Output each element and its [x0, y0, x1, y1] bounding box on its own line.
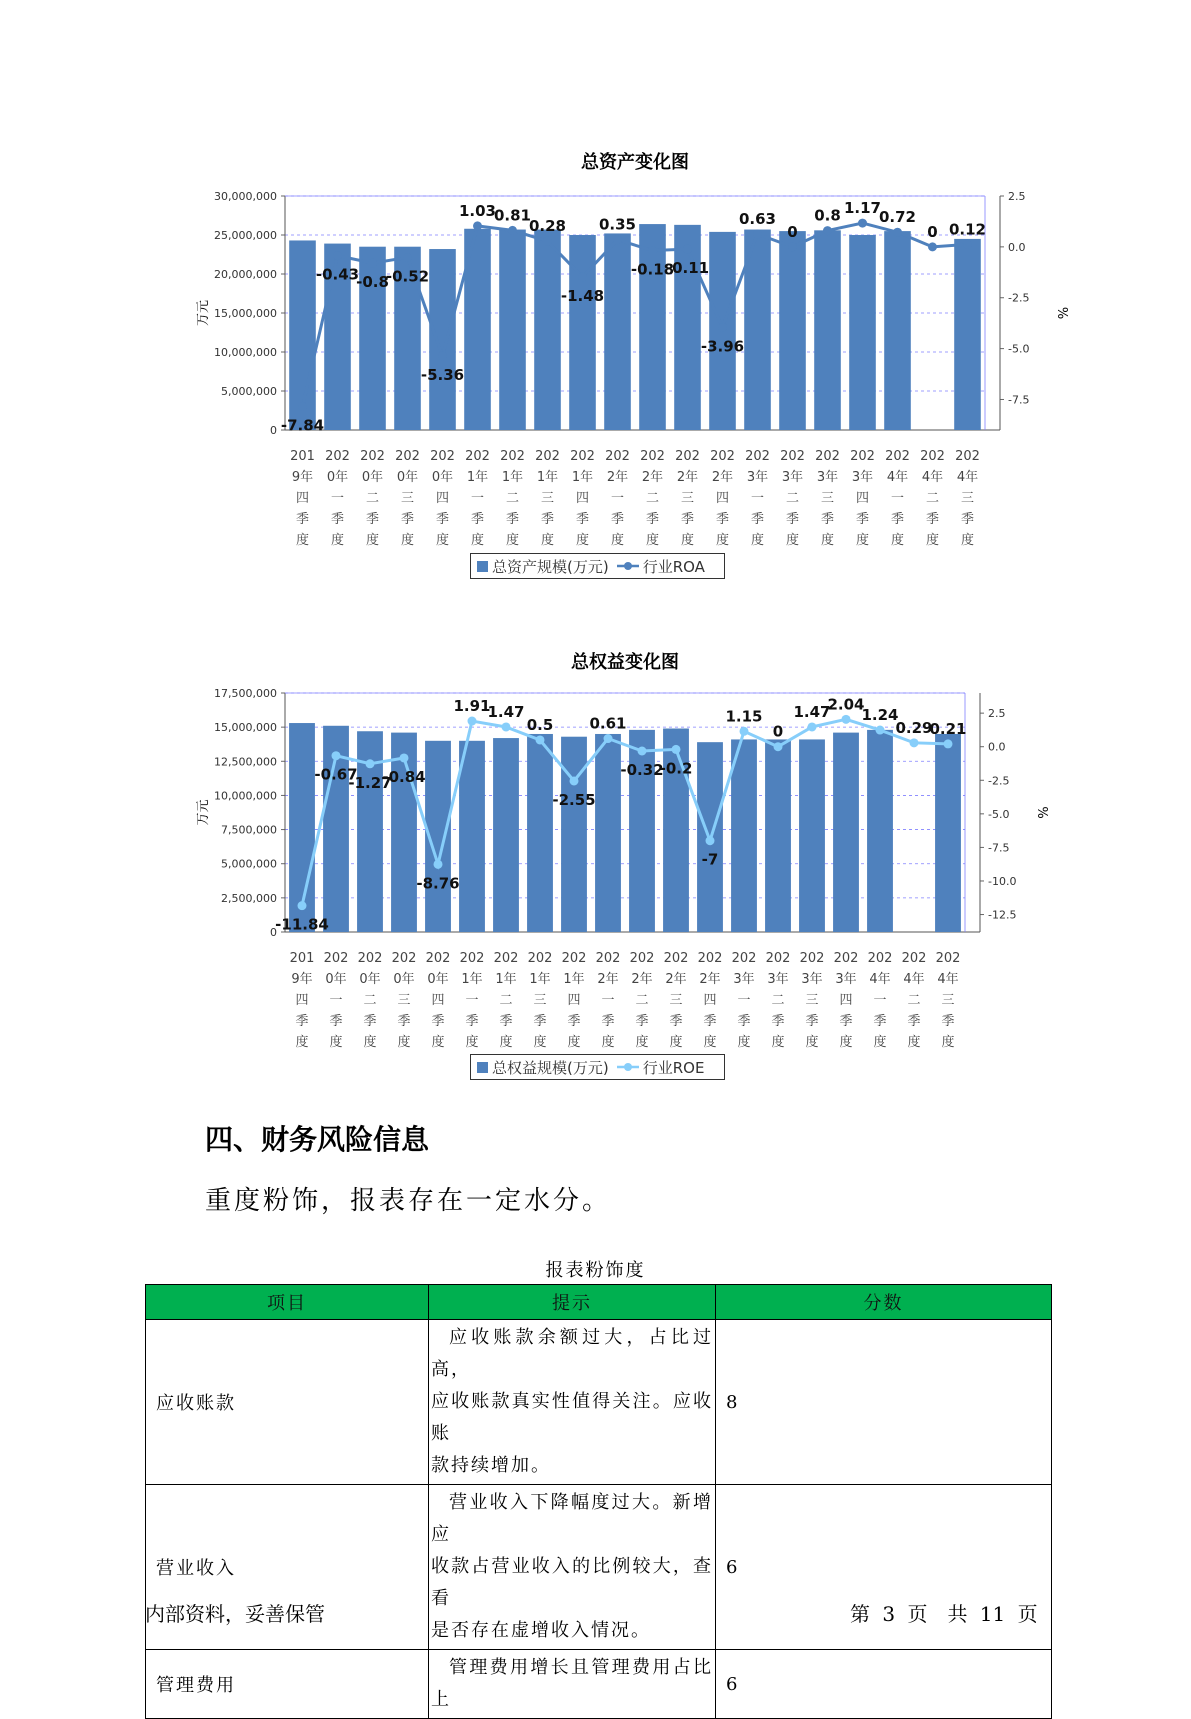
risk-summary: 重度粉饰，报表存在一定水分。 — [205, 1186, 612, 1216]
table-row — [146, 1320, 1052, 1485]
header-item: 项目 — [146, 1285, 429, 1320]
series-point — [683, 245, 692, 254]
x-tick-label: 202 1年三季度 — [527, 951, 553, 1050]
data-label: 2.04 — [827, 695, 865, 714]
x-tick-label: 202 4年一季度 — [867, 951, 893, 1050]
series-point — [613, 235, 622, 244]
bar — [935, 734, 961, 932]
total-assets-chart — [0, 140, 1191, 560]
y2-tick-label: -7.5 — [988, 841, 1010, 855]
x-tick-label: 202 0年一季度 — [323, 951, 349, 1050]
series-point — [298, 402, 307, 411]
data-label: 1.47 — [793, 702, 831, 721]
row-item: 营业收入 — [146, 1485, 429, 1650]
legend-line-swatch — [617, 561, 639, 571]
data-label: -0.84 — [382, 767, 426, 786]
series-point — [893, 228, 902, 237]
chart-title: 总权益变化图 — [571, 652, 679, 673]
series-point — [434, 860, 443, 869]
bar — [534, 230, 561, 430]
y2-tick-label: -2.5 — [1008, 291, 1030, 305]
series-point — [788, 242, 797, 251]
y2-tick-label: -7.5 — [1008, 393, 1030, 407]
y-tick-label: 0 — [270, 424, 277, 437]
x-tick-label: 202 0年三季度 — [391, 951, 417, 1050]
x-tick-label: 202 2年三季度 — [663, 951, 689, 1050]
x-tick-label: 202 2年一季度 — [595, 951, 621, 1050]
series-point — [508, 226, 517, 235]
x-tick-label: 202 4年三季度 — [935, 951, 961, 1050]
x-tick-label: 202 1年四季度 — [570, 449, 595, 548]
bar — [867, 730, 893, 932]
y-tick-label: 12,500,000 — [214, 755, 277, 769]
series-point — [876, 726, 885, 735]
x-tick-label: 202 0年四季度 — [425, 951, 451, 1050]
x-tick-label: 202 3年四季度 — [833, 951, 859, 1050]
x-tick-label: 202 2年一季度 — [605, 449, 630, 548]
table-header-row — [146, 1285, 1052, 1320]
x-tick-label: 202 3年一季度 — [731, 951, 757, 1050]
y2-tick-label: 2.5 — [988, 707, 1006, 721]
series-point — [473, 221, 482, 230]
series-point — [366, 759, 375, 768]
y-tick-label: 2,500,000 — [221, 891, 277, 905]
hint-line: 管理费用增长且管理费用占比上 — [431, 1657, 713, 1710]
x-tick-label: 202 3年三季度 — [815, 449, 840, 548]
data-label: -2.55 — [552, 790, 596, 809]
series-point — [823, 226, 832, 235]
bar — [499, 230, 526, 430]
x-tick-label: 202 0年四季度 — [430, 449, 455, 548]
x-tick-label: 202 4年二季度 — [920, 449, 945, 548]
y-tick-label: 15,000,000 — [214, 721, 277, 735]
data-label: -0.2 — [659, 759, 693, 778]
x-tick-label: 202 2年二季度 — [640, 449, 665, 548]
y-tick-label: 25,000,000 — [214, 229, 277, 242]
table-row — [146, 1650, 1052, 1719]
series-point — [604, 734, 613, 743]
table-caption: 报表粉饰度 — [545, 1260, 646, 1281]
legend-bar-swatch — [477, 561, 488, 572]
series-point — [774, 742, 783, 751]
hint-line: 款持续增加。 — [431, 1455, 551, 1476]
x-tick-label: 202 0年三季度 — [395, 449, 420, 548]
y-tick-label: 5,000,000 — [221, 857, 277, 871]
data-label: 0.81 — [493, 206, 532, 225]
x-tick-label: 202 0年一季度 — [325, 449, 350, 548]
bar — [731, 739, 757, 932]
data-label: 1.91 — [453, 697, 491, 716]
footer-page-number: 第 3 页 共 11 页 — [850, 1602, 1038, 1626]
series-point — [332, 751, 341, 760]
data-label: -0.18 — [630, 260, 675, 279]
y2-tick-label: -2.5 — [988, 774, 1010, 788]
bar — [569, 235, 596, 430]
y-tick-label: 20,000,000 — [214, 268, 277, 281]
series-point — [400, 753, 409, 762]
row-item: 应收账款 — [146, 1320, 429, 1485]
data-label: 0 — [927, 222, 938, 241]
chart-title: 总资产变化图 — [581, 152, 689, 173]
series-point — [403, 253, 412, 262]
x-tick-label: 202 3年四季度 — [850, 449, 875, 548]
x-tick-label: 202 3年二季度 — [780, 449, 805, 548]
series-point — [638, 747, 647, 756]
x-tick-label: 201 9年四季度 — [289, 951, 315, 1050]
row-hint — [429, 1650, 716, 1719]
series-point — [468, 717, 477, 726]
row-hint — [429, 1320, 716, 1485]
legend-line-swatch — [617, 1062, 639, 1072]
row-score: 6 — [716, 1485, 1052, 1650]
data-label: 0.29 — [895, 718, 933, 737]
y2-tick-label: 0.0 — [988, 740, 1006, 754]
bar — [493, 738, 519, 932]
legend-bar-swatch — [477, 1062, 488, 1073]
series-point — [858, 219, 867, 228]
row-item: 管理费用 — [146, 1650, 429, 1719]
series-point — [963, 240, 972, 249]
data-label: 0.8 — [814, 206, 841, 225]
series-point — [648, 246, 657, 255]
x-tick-label: 202 3年一季度 — [745, 449, 770, 548]
x-tick-label: 202 2年三季度 — [675, 449, 700, 548]
data-label: 1.47 — [487, 702, 525, 721]
series-point — [502, 722, 511, 731]
data-label: 0.72 — [878, 208, 917, 227]
series-point — [842, 715, 851, 724]
y2-tick-label: -10.0 — [988, 874, 1017, 888]
series-point — [928, 242, 937, 251]
series-point — [578, 272, 587, 281]
section-heading: 四、财务风险信息 — [205, 1123, 430, 1156]
x-tick-label: 202 1年四季度 — [561, 951, 587, 1050]
bar — [429, 249, 456, 430]
data-label: -5.36 — [420, 365, 465, 384]
bar — [527, 734, 553, 932]
bar — [604, 233, 631, 430]
row-hint — [429, 1485, 716, 1650]
y-tick-label: 17,500,000 — [214, 687, 277, 700]
bar — [595, 734, 621, 932]
y-axis-label: 万元 — [196, 799, 211, 826]
legend-bar-label: 总权益规模(万元) — [492, 1058, 609, 1077]
data-label: 0.63 — [738, 210, 777, 229]
bar — [765, 739, 791, 932]
x-tick-label: 202 4年三季度 — [955, 449, 980, 548]
data-label: -0.32 — [620, 761, 664, 780]
series-point — [740, 727, 749, 736]
data-label: 1.03 — [458, 201, 497, 220]
data-label: 0.12 — [948, 220, 987, 239]
x-tick-label: 201 9年四季度 — [290, 449, 315, 548]
bar — [814, 230, 841, 430]
header-score: 分数 — [716, 1285, 1052, 1320]
data-label: -11.84 — [275, 915, 329, 934]
y2-tick-label: -12.5 — [988, 908, 1017, 922]
y2-axis-label: % — [1054, 306, 1069, 320]
series-point — [333, 251, 342, 260]
data-label: 1.24 — [861, 706, 899, 725]
y-tick-label: 15,000,000 — [214, 307, 277, 320]
bar — [954, 239, 981, 430]
x-tick-label: 202 3年三季度 — [799, 951, 825, 1050]
data-label: 0.28 — [528, 217, 567, 236]
series-point — [672, 745, 681, 754]
series-point — [808, 722, 817, 731]
row-score: 6 — [716, 1650, 1052, 1719]
total-equity-legend — [470, 1054, 725, 1080]
series-point — [536, 735, 545, 744]
hint-line: 是否存在虚增收入情况。 — [431, 1620, 651, 1641]
y2-tick-label: -5.0 — [988, 807, 1010, 821]
data-label: -0.43 — [315, 265, 360, 284]
header-hint: 提示 — [429, 1285, 716, 1320]
y-axis-label: 万元 — [196, 299, 211, 327]
hint-line: 应收账款余额过大，占比过高， — [431, 1327, 713, 1380]
bar — [779, 231, 806, 430]
data-label: 0.61 — [589, 714, 627, 733]
x-tick-label: 202 0年二季度 — [357, 951, 383, 1050]
bar — [674, 225, 701, 430]
legend-line-label: 行业ROA — [642, 557, 705, 576]
footer-confidential: 内部资料，妥善保管 — [145, 1602, 325, 1626]
data-label: -7.84 — [280, 416, 325, 435]
x-tick-label: 202 4年一季度 — [885, 449, 910, 548]
data-label: -0.52 — [385, 267, 430, 286]
data-label: 0 — [787, 222, 798, 241]
row-score: 8 — [716, 1320, 1052, 1485]
x-tick-label: 202 0年二季度 — [360, 449, 385, 548]
series-point — [706, 836, 715, 845]
data-label: -0.8 — [356, 273, 389, 292]
y-tick-label: 30,000,000 — [214, 190, 277, 203]
risk-table — [145, 1284, 1052, 1719]
x-tick-label: 202 4年二季度 — [901, 951, 927, 1050]
hint-line: 营业收入下降幅度过大。新增应 — [431, 1492, 713, 1545]
hint-line: 收款占营业收入的比例较大，查看 — [431, 1556, 713, 1609]
legend-line-label: 行业ROE — [642, 1058, 705, 1077]
series-point — [570, 776, 579, 785]
bar — [561, 737, 587, 932]
y2-tick-label: 2.5 — [1008, 190, 1026, 203]
series-point — [438, 351, 447, 360]
data-label: -8.76 — [416, 874, 460, 893]
data-label: 1.17 — [843, 199, 882, 218]
series-point — [368, 259, 377, 268]
x-tick-label: 202 1年一季度 — [465, 449, 490, 548]
data-label: -7 — [701, 850, 719, 869]
bar — [849, 235, 876, 430]
data-label: -1.48 — [560, 286, 605, 305]
y-tick-label: 7,500,000 — [221, 823, 277, 837]
x-tick-label: 202 2年四季度 — [710, 449, 735, 548]
y-tick-label: 5,000,000 — [221, 385, 277, 398]
bar — [799, 739, 825, 932]
series-point — [910, 738, 919, 747]
bar — [884, 231, 911, 430]
x-tick-label: 202 1年二季度 — [500, 449, 525, 548]
x-tick-label: 202 1年三季度 — [535, 449, 560, 548]
y2-axis-label: % — [1034, 806, 1049, 819]
data-label: -0.67 — [314, 765, 358, 784]
series-point — [944, 739, 953, 748]
y2-tick-label: -5.0 — [1008, 342, 1030, 356]
data-label: 0 — [772, 722, 784, 741]
y2-tick-label: 0.0 — [1008, 240, 1026, 254]
series-point — [543, 237, 552, 246]
hint-line: 应收账款真实性值得关注。应收账 — [431, 1391, 713, 1444]
data-label: -0.11 — [665, 259, 710, 278]
x-tick-label: 202 2年二季度 — [629, 951, 655, 1050]
data-label: 0.21 — [929, 719, 967, 738]
y-tick-label: 0 — [270, 926, 277, 939]
bar — [833, 733, 859, 932]
bar — [459, 741, 485, 932]
data-label: 0.35 — [598, 215, 637, 234]
x-tick-label: 202 2年四季度 — [697, 951, 723, 1050]
data-label: 1.15 — [725, 707, 763, 726]
y-tick-label: 10,000,000 — [214, 789, 277, 803]
total-equity-chart — [0, 640, 1191, 1060]
series-point — [718, 323, 727, 332]
y-tick-label: 10,000,000 — [214, 346, 277, 359]
data-label: 0.5 — [526, 715, 554, 734]
series-point — [753, 230, 762, 239]
data-label: -1.27 — [348, 773, 392, 792]
x-tick-label: 202 1年二季度 — [493, 951, 519, 1050]
legend-bar-label: 总资产规模(万元) — [492, 557, 609, 576]
x-tick-label: 202 3年二季度 — [765, 951, 791, 1050]
total-assets-legend — [470, 553, 725, 579]
series-point — [298, 901, 307, 910]
data-label: -3.96 — [700, 337, 745, 356]
x-tick-label: 202 1年一季度 — [459, 951, 485, 1050]
